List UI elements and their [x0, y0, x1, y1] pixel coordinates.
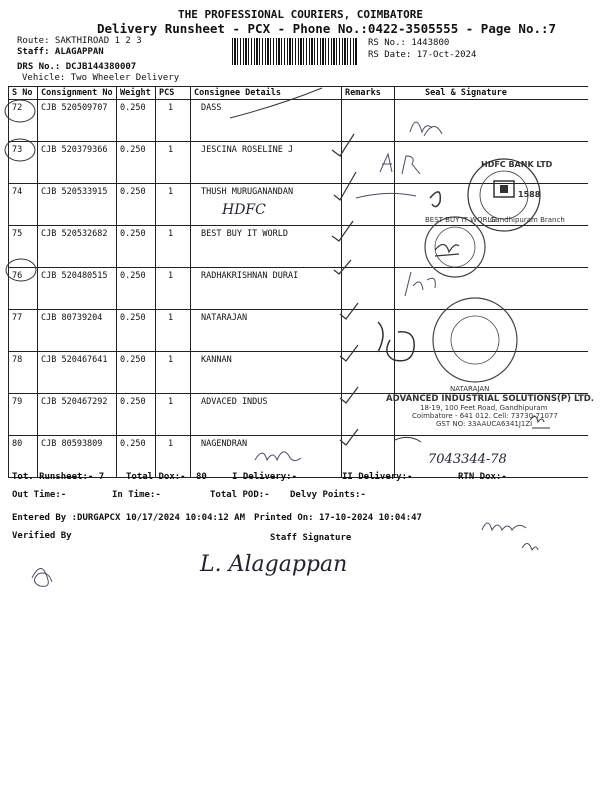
advanced-industrial-stamp: [386, 394, 594, 428]
cell-weight: 0.250: [117, 352, 156, 394]
entered-by: Entered By :DURGAPCX 10/17/2024 10:04:12 AM: [12, 513, 245, 523]
cell-pcs: 1: [156, 226, 191, 268]
total-dox-value: 80: [196, 472, 207, 482]
cell-pcs: 1: [156, 184, 191, 226]
ii-delivery: II Delivery:-: [342, 472, 413, 482]
rs-number: RS No.: 1443800: [368, 38, 450, 48]
check-mark-76: [334, 260, 351, 274]
total-runsheet: Tot. Runsheet:- 7: [12, 472, 105, 482]
hdfc-stamp-branch: Gandhipuram Branch: [490, 216, 565, 224]
cell-pcs: 1: [156, 394, 191, 436]
col-weight: Weight: [117, 87, 156, 100]
runsheet-title: Delivery Runsheet - PCX - Phone No.:0422-3505555 - Page No.:7: [97, 21, 557, 36]
cell-sno: 80: [9, 436, 38, 478]
cell-consignee: JESCINA ROSELINE J: [191, 142, 342, 184]
signature-75: [435, 244, 459, 256]
cell-pcs: 1: [156, 142, 191, 184]
cell-pcs: 1: [156, 268, 191, 310]
col-consignment: Consignment No: [38, 87, 117, 100]
cell-pcs: 1: [156, 436, 191, 478]
total-dox-label: Total Dox:-: [126, 472, 186, 482]
col-seal-signature: Seal & Signature: [395, 87, 589, 100]
circle-mark-73: [5, 139, 35, 161]
check-mark-80: [340, 429, 358, 445]
advanced-stamp-name: ADVANCED INDUSTRIAL SOLUTIONS(P) LTD.: [386, 394, 595, 404]
cell-weight: 0.250: [117, 310, 156, 352]
cell-sno: 77: [9, 310, 38, 352]
cell-consignee: NATARAJAN: [191, 310, 342, 352]
cell-consignee: DASS: [191, 100, 342, 142]
signature-72: [410, 122, 442, 136]
cell-consignment-no: CJB 520532682: [38, 226, 117, 268]
col-sno: S No: [9, 87, 38, 100]
receiver-signature-2: [522, 543, 538, 550]
phone-handwritten-note: 7043344-78: [428, 452, 507, 467]
circle-mark-76: [6, 259, 36, 281]
cell-consignment-no: CJB 520467641: [38, 352, 117, 394]
signature-73: [380, 154, 420, 174]
cell-weight: 0.250: [117, 394, 156, 436]
check-mark-75: [332, 221, 353, 241]
check-mark-79: [340, 387, 358, 403]
signature-76: [405, 272, 435, 296]
hdfc-stamp-code: 1588: [518, 190, 541, 199]
cell-weight: 0.250: [117, 436, 156, 478]
cell-sno: 74: [9, 184, 38, 226]
cell-consignee: ADVACED INDUS: [191, 394, 342, 436]
bestbuy-stamp-name: BEST BUY IT WORLD: [425, 216, 497, 224]
cell-sno: 73: [9, 142, 38, 184]
check-mark-78: [340, 345, 358, 361]
in-time: In Time:-: [112, 490, 161, 500]
col-remarks: Remarks: [342, 87, 395, 100]
cell-sno: 78: [9, 352, 38, 394]
signature-77: [378, 322, 414, 361]
cell-sno: 75: [9, 226, 38, 268]
cell-sno: 76: [9, 268, 38, 310]
cell-consignment-no: CJB 520533915: [38, 184, 117, 226]
col-consignee: Consignee Details: [191, 87, 342, 100]
circle-mark-72: [5, 100, 35, 122]
cell-pcs: 1: [156, 310, 191, 352]
cell-consignment-no: CJB 520509707: [38, 100, 117, 142]
cell-consignment-no: CJB 80739204: [38, 310, 117, 352]
check-mark-77: [340, 303, 358, 319]
cell-sno: 72: [9, 100, 38, 142]
cell-pcs: 1: [156, 100, 191, 142]
verified-signature: [32, 568, 52, 586]
natarajan-stamp: [433, 298, 517, 382]
cell-consignment-no: CJB 520467292: [38, 394, 117, 436]
natarajan-stamp-name: NATARAJAN: [450, 385, 490, 393]
cell-consignee: RADHAKRISHNAN DURAI: [191, 268, 342, 310]
cell-consignee: NAGENDRAN: [191, 436, 342, 478]
company-title: THE PROFESSIONAL COURIERS, COIMBATORE: [178, 8, 424, 21]
signature-80: [255, 452, 301, 461]
cell-pcs: 1: [156, 352, 191, 394]
total-pod: Total POD:-: [210, 490, 270, 500]
cell-weight: 0.250: [117, 142, 156, 184]
cell-consignee: BEST BUY IT WORLD: [191, 226, 342, 268]
delivery-points: Delvy Points:-: [290, 490, 366, 500]
cell-weight: 0.250: [117, 226, 156, 268]
vehicle-label: Vehicle: Two Wheeler Delivery: [22, 73, 180, 83]
out-time: Out Time:-: [12, 490, 67, 500]
staff-signature-label: Staff Signature: [270, 533, 352, 543]
cell-consignment-no: CJB 520379366: [38, 142, 117, 184]
bestbuy-stamp: [425, 217, 485, 277]
hdfc-stamp-name: HDFC BANK LTD: [481, 160, 553, 169]
cell-consignment-no: CJB 80593809: [38, 436, 117, 478]
cell-sno: 79: [9, 394, 38, 436]
staff-label: Staff: ALAGAPPAN: [17, 47, 104, 57]
staff-handwritten-signature: L. Alagappan: [200, 552, 348, 577]
verified-by: Verified By: [12, 531, 72, 541]
advanced-stamp-addr1: 18-19, 100 Feet Road, Gandhipuram: [420, 404, 548, 412]
cell-weight: 0.250: [117, 184, 156, 226]
drs-number: DRS No.: DCJB144380007: [17, 62, 137, 72]
printed-on: Printed On: 17-10-2024 10:04:47: [254, 513, 422, 523]
cell-consignment-no: CJB 520480515: [38, 268, 117, 310]
i-delivery: I Delivery:-: [232, 472, 298, 482]
pen-stroke: [230, 88, 322, 118]
signature-74: [356, 193, 416, 198]
receiver-signature: [482, 523, 526, 530]
check-mark-73: [332, 134, 354, 156]
advanced-stamp-gst: GST NO: 33AAUCA6341J1ZI: [436, 420, 533, 428]
cell-consignee: THUSH MURUGANANDAN: [191, 184, 342, 226]
cell-weight: 0.250: [117, 100, 156, 142]
check-mark-74: [334, 172, 356, 200]
hdfc-handwritten-note: HDFC: [222, 202, 266, 218]
rs-date: RS Date: 17-Oct-2024: [368, 50, 477, 60]
signature-80a: [395, 437, 421, 442]
route-label: Route: SAKTHIROAD 1 2 3: [17, 36, 142, 46]
rtn-dox: RTN Dox:-: [458, 472, 507, 482]
col-pcs: PCS: [156, 87, 191, 100]
advanced-stamp-addr2: Coimbatore - 641 012. Cell: 73730-71077: [412, 412, 558, 420]
cell-weight: 0.250: [117, 268, 156, 310]
signature-74b: [430, 192, 440, 207]
cell-consignee: KANNAN: [191, 352, 342, 394]
